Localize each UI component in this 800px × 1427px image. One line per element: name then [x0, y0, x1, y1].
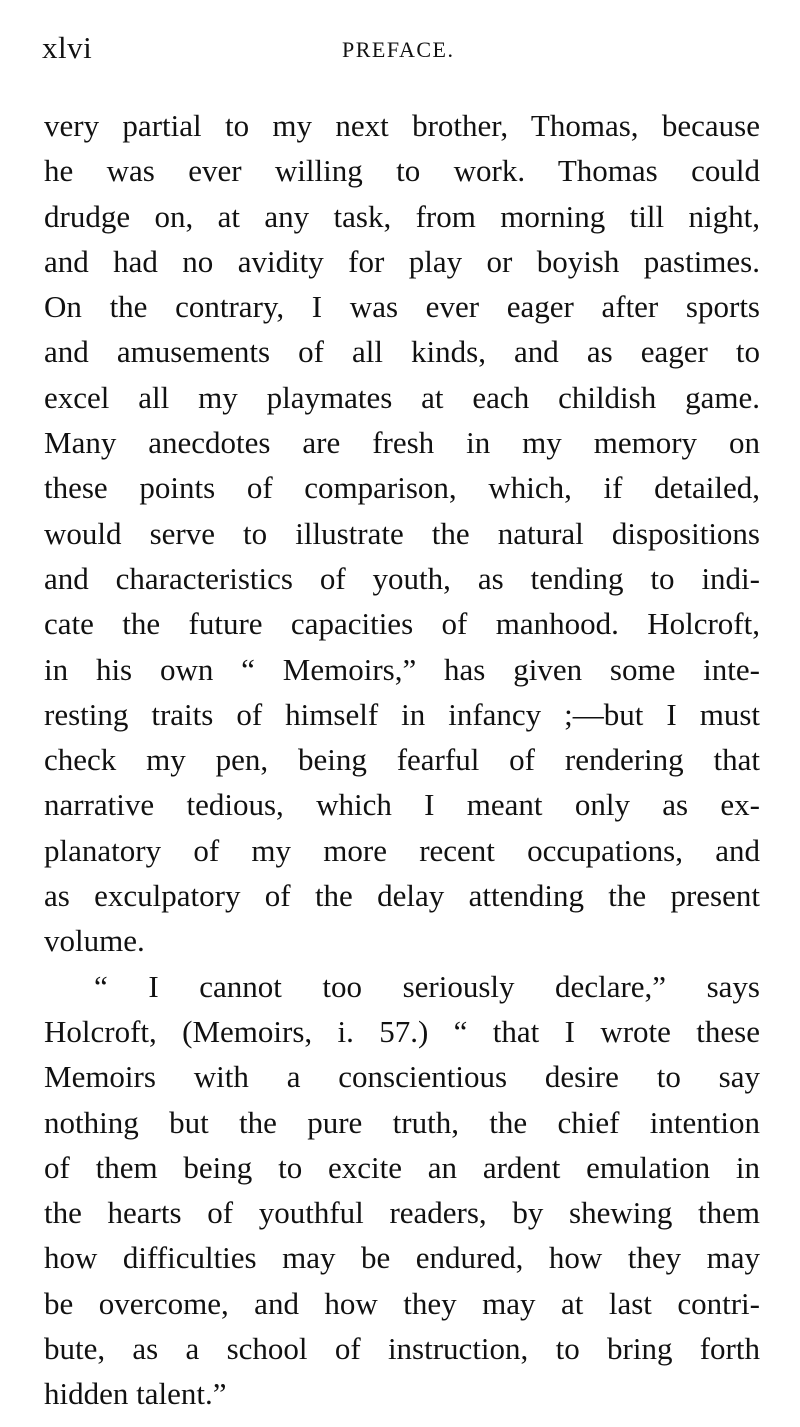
text-line: Memoirs with a conscientious desire to say — [44, 1059, 760, 1095]
page-header — [42, 28, 760, 68]
text-line: and had no avidity for play or boyish pastimes. — [44, 243, 760, 279]
text-line: volume. — [44, 923, 145, 959]
text-line: hidden talent.” — [44, 1376, 227, 1412]
text-line: planatory of my more recent occupations, and — [44, 832, 760, 868]
text-line: and characteristics of youth, as tending to indi- — [44, 560, 760, 596]
page-number: xlvi — [42, 30, 93, 65]
text-line: as exculpatory of the delay attending the present — [44, 878, 760, 914]
text-line: cate the future capacities of manhood. Holcroft, — [44, 606, 760, 642]
text-line: he was ever willing to work. Thomas could — [44, 153, 760, 189]
text-line: be overcome, and how they may at last contri- — [44, 1285, 760, 1321]
text-line: On the contrary, I was ever eager after sports — [44, 289, 760, 325]
text-line: would serve to illustrate the natural dispositions — [44, 515, 760, 551]
text-line: the hearts of youthful readers, by shewing them — [44, 1195, 760, 1231]
text-line: how difficulties may be endured, how they may — [44, 1240, 760, 1276]
text-line: check my pen, being fearful of rendering that — [44, 742, 760, 778]
text-line: resting traits of himself in infancy ;—but I must — [44, 696, 760, 732]
text-line: of them being to excite an ardent emulation in — [44, 1149, 760, 1185]
text-line: these points of comparison, which, if detailed, — [44, 470, 760, 506]
text-line: narrative tedious, which I meant only as ex- — [44, 787, 760, 823]
text-line: bute, as a school of instruction, to bring forth — [44, 1331, 760, 1367]
text-line: nothing but the pure truth, the chief intention — [44, 1104, 760, 1140]
text-line: Many anecdotes are fresh in my memory on — [44, 425, 760, 461]
text-line: drudge on, at any task, from morning till night, — [44, 198, 760, 234]
text-line: “ I cannot too seriously declare,” says — [94, 968, 760, 1004]
text-line: very partial to my next brother, Thomas, because — [44, 108, 760, 143]
body-text — [44, 103, 760, 1417]
text-line: in his own “ Memoirs,” has given some inte- — [44, 651, 760, 687]
running-head: PREFACE. — [342, 37, 455, 62]
paragraph — [44, 103, 760, 964]
text-line: and amusements of all kinds, and as eager to — [44, 334, 760, 370]
paragraph — [44, 964, 760, 1417]
text-line: excel all my playmates at each childish game. — [44, 379, 760, 415]
text-line: Holcroft, (Memoirs, i. 57.) “ that I wrote these — [44, 1013, 760, 1049]
